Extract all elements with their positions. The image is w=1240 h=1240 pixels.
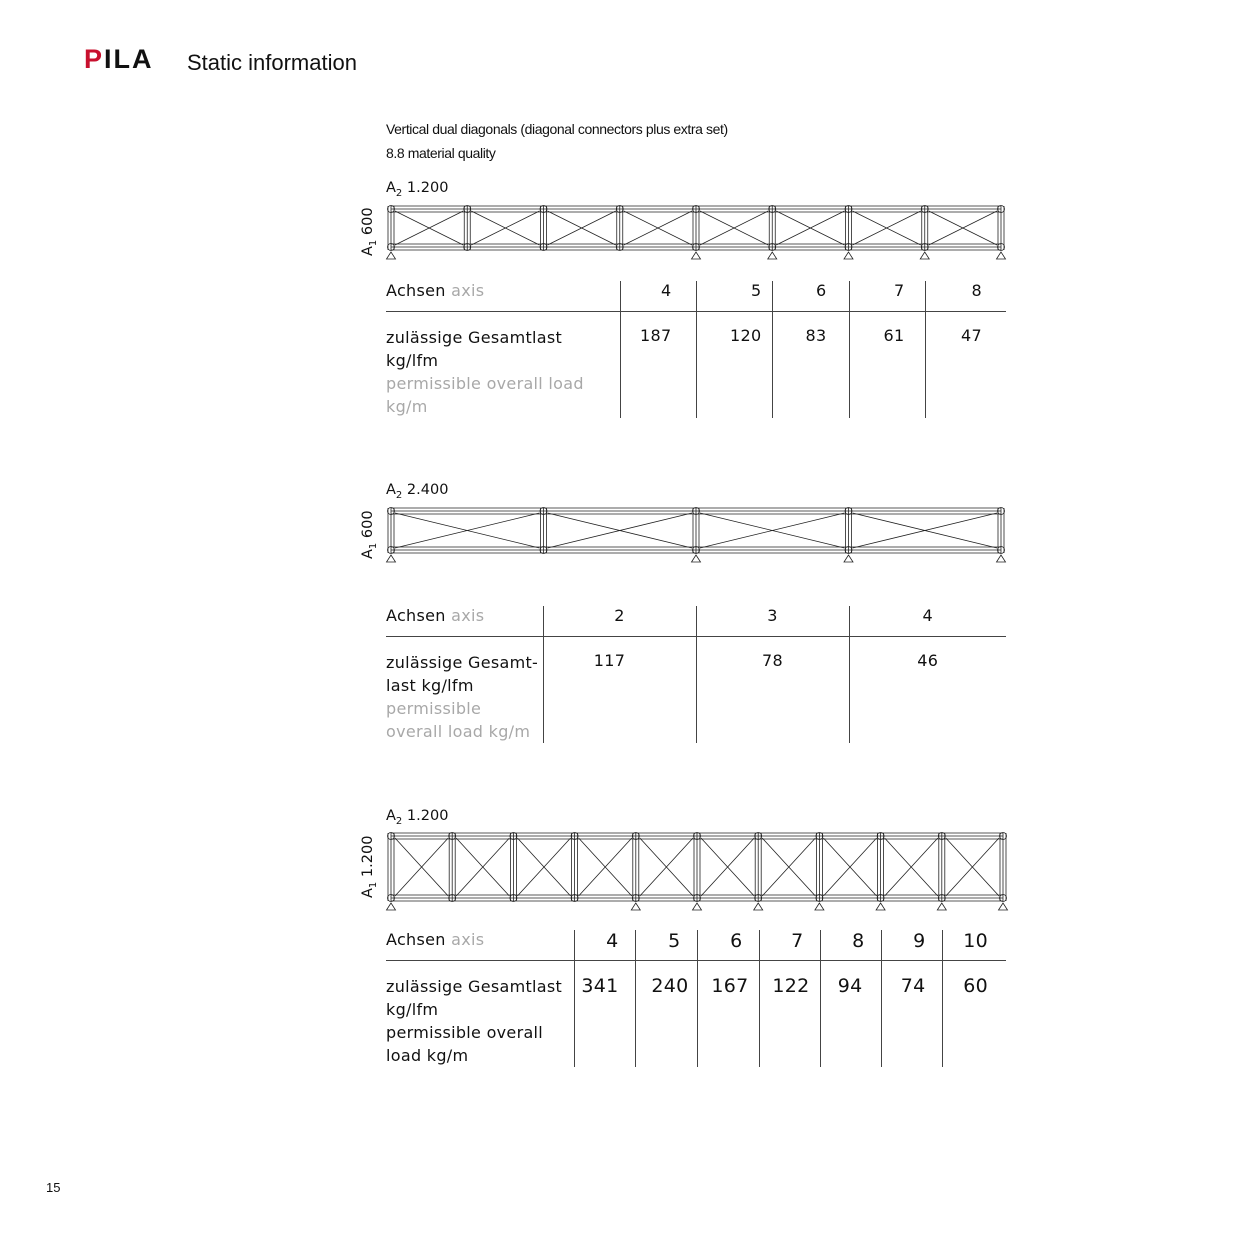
truss-lines — [387, 508, 1006, 563]
axis-value: 4 — [574, 930, 635, 961]
load-value: 341 — [574, 961, 635, 1068]
load-label: zulässige Gesamtlast kg/lfm permissible overall load kg/m — [386, 328, 584, 416]
load-value: 240 — [635, 961, 697, 1068]
truss-drawing — [360, 808, 1020, 918]
support-triangle — [844, 555, 853, 562]
axis-value: 4 — [620, 281, 696, 312]
load-label: zulässige Gesamt-last kg/lfm permissible overall load kg/m — [386, 653, 539, 741]
support-triangle — [693, 903, 702, 910]
axes-label: Achsen axis — [386, 281, 620, 312]
truss-lines — [387, 833, 1008, 911]
support-triangle — [997, 252, 1006, 259]
a2-dimension: $A_2$ 1.200 — [386, 808, 449, 827]
page-number: 15 — [46, 1180, 61, 1195]
support-triangle — [999, 903, 1008, 910]
truss-lines — [387, 206, 1006, 260]
support-triangle — [815, 903, 824, 910]
load-value: 94 — [820, 961, 881, 1068]
load-value: 187 — [620, 312, 696, 419]
axis-value: 7 — [849, 281, 925, 312]
truss-drawing — [360, 482, 1020, 572]
load-table — [386, 281, 1006, 418]
axis-value: 10 — [942, 930, 1006, 961]
axis-value: 5 — [696, 281, 772, 312]
brand-logo: PILA — [84, 44, 154, 74]
support-triangle — [768, 252, 777, 259]
truss-drawing — [360, 180, 1020, 270]
axis-value: 8 — [925, 281, 1006, 312]
support-triangle — [876, 903, 885, 910]
a1-dimension: $A_1$ 1.200 — [360, 835, 379, 898]
axis-value: 4 — [849, 606, 1006, 637]
a2-dimension: $A_2$ 2.400 — [386, 482, 449, 501]
axes-label: Achsen axis — [386, 930, 574, 961]
load-value: 167 — [697, 961, 759, 1068]
support-triangle — [754, 903, 763, 910]
axis-value: 5 — [635, 930, 697, 961]
support-triangle — [692, 252, 701, 259]
support-triangle — [631, 903, 640, 910]
page-title: Static information — [187, 50, 357, 75]
axis-value: 6 — [697, 930, 759, 961]
axis-value: 9 — [881, 930, 942, 961]
load-value: 46 — [849, 637, 1006, 744]
load-value: 74 — [881, 961, 942, 1068]
load-value: 122 — [759, 961, 820, 1068]
support-triangle — [387, 903, 396, 910]
load-table — [386, 606, 1006, 743]
axis-value: 2 — [543, 606, 696, 637]
load-label: zulässige Gesamtlast kg/lfm permissible overall load kg/m — [386, 977, 563, 1065]
load-value: 120 — [696, 312, 772, 419]
load-table — [386, 930, 1006, 1067]
axes-label: Achsen axis — [386, 606, 543, 637]
load-value: 78 — [696, 637, 849, 744]
axis-value: 8 — [820, 930, 881, 961]
intro-line-1: Vertical dual diagonals (diagonal connectors plus extra set) — [386, 121, 728, 137]
support-triangle — [844, 252, 853, 259]
a1-dimension: $A_1$ 600 — [360, 510, 379, 559]
support-triangle — [387, 555, 396, 562]
axis-value: 7 — [759, 930, 820, 961]
intro-text — [386, 117, 728, 165]
load-value: 60 — [942, 961, 1006, 1068]
load-value: 117 — [543, 637, 696, 744]
axis-value: 3 — [696, 606, 849, 637]
load-value: 83 — [772, 312, 849, 419]
support-triangle — [387, 252, 396, 259]
a1-dimension: $A_1$ 600 — [360, 207, 379, 256]
load-value: 47 — [925, 312, 1006, 419]
axis-value: 6 — [772, 281, 849, 312]
support-triangle — [997, 555, 1006, 562]
support-triangle — [937, 903, 946, 910]
support-triangle — [920, 252, 929, 259]
a2-dimension: $A_2$ 1.200 — [386, 180, 449, 199]
intro-line-2: 8.8 material quality — [386, 145, 496, 161]
load-value: 61 — [849, 312, 925, 419]
support-triangle — [692, 555, 701, 562]
